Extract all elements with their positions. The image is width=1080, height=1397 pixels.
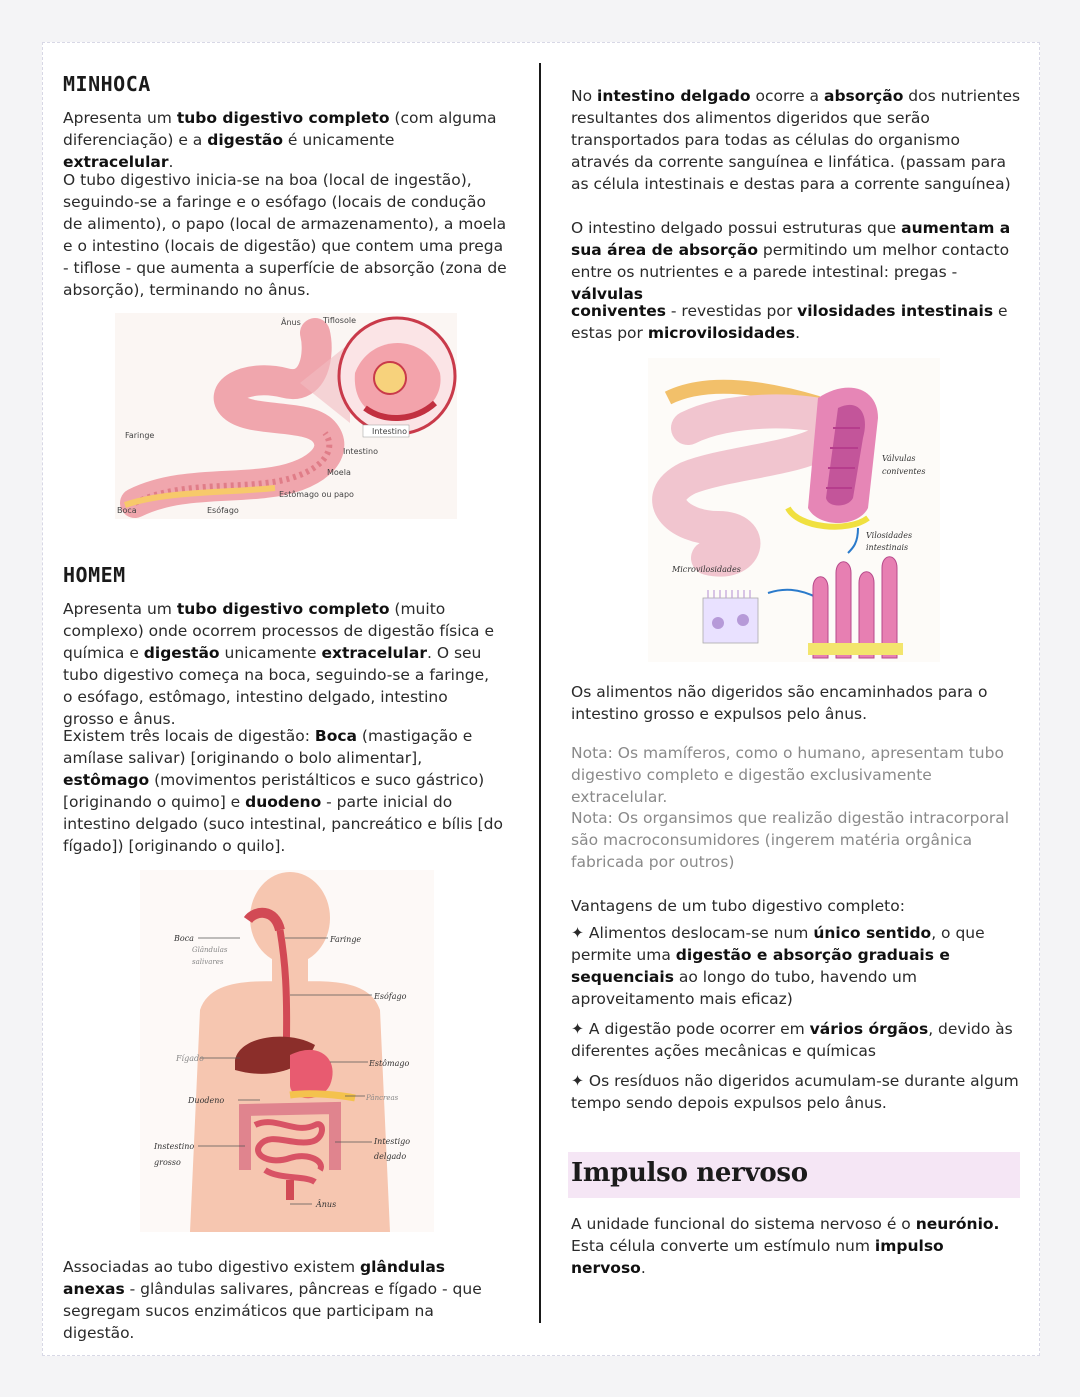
advantage-item-3: ✦ Os resíduos não digeridos acumulam-se durante algum tempo sendo depois expulsos pelo ânus.	[571, 1072, 1019, 1112]
column-divider	[539, 63, 541, 1323]
human-label-glandulas: Glândulas	[192, 946, 228, 954]
impulse-text: A unidade funcional do sistema nervoso é o neurónio. Esta célula converte um estímulo num impulso nervoso.	[571, 1215, 1000, 1277]
earthworm-label-faringe: Faringe	[125, 431, 155, 440]
minhoca-heading: MINHOCA	[63, 72, 151, 96]
minhoca-intro: Apresenta um tubo digestivo completo (com alguma diferenciação) e a digestão é unicamente extracelular.	[63, 109, 497, 171]
note-macroconsumers: Nota: Os organsimos que realizão digestão intracorporal são macroconsumidores (ingerem matéria orgânica fabricada por outros)	[571, 809, 1010, 871]
advantage-item-2: ✦ A digestão pode ocorrer em vários órgãos, devido às diferentes ações mecânicas e químicas	[571, 1020, 1013, 1060]
human-label-estomago: Estômago	[369, 1059, 410, 1068]
human-label-anus: Ânus	[316, 1200, 337, 1209]
earthworm-label-intestino-box: Intestino	[372, 427, 407, 436]
absorption-structures-cont: coniventes - revestidas por vilosidades intestinais e estas por microvilosidades.	[571, 302, 1008, 342]
human-label-intestino-delgado-1: Intestigo	[374, 1137, 411, 1146]
earthworm-label-estomago: Estômago ou papo	[279, 490, 354, 499]
minhoca-description: O tubo digestivo inicia-se na boa (local de ingestão), seguindo-se a faringe e o esófago (locais de condução de alimento), o papo (local de armazenamento), a moela e o intestino (locais de digestão) que contem uma prega - tiflose - que aumenta a superfície de absorção (zona de absorção), terminando no ânus.	[63, 171, 507, 299]
earthworm-label-anus: Ânus	[281, 318, 301, 327]
note-mammals: Nota: Os mamíferos, como o humano, apresentam tubo digestivo completo e digestão exclusivamente extracelular.	[571, 744, 1004, 806]
villi-label-vilosidades-1: Vilosidades	[866, 531, 913, 540]
human-label-faringe: Faringe	[330, 935, 362, 944]
undigested-food-text: Os alimentos não digeridos são encaminhados para o intestino grosso e expulsos pelo ânus.	[571, 683, 988, 723]
human-label-intestino-grosso-2: grosso	[154, 1158, 181, 1167]
human-label-duodeno: Duodeno	[188, 1096, 225, 1105]
human-digestive-figure	[140, 870, 434, 1232]
human-label-figado: Fígado	[176, 1054, 204, 1063]
homem-digestion-sites: Existem três locais de digestão: Boca (mastigação e amílase salivar) [originando o bolo alimentar], estômago (movimentos peristálticos e suco gástrico) [originando o quimo] e duodeno - parte inicial do intestino delgado (suco intestinal, pancreático e bílis [do fígado]) [originando o quilo].	[63, 727, 503, 855]
homem-glandulas-anexas: Associadas ao tubo digestivo existem glândulas anexas - glândulas salivares, pâncreas e fígado - que segregam sucos enzimáticos que participam na digestão.	[63, 1258, 482, 1342]
absorption-structures: O intestino delgado possui estruturas que aumentam a sua área de absorção permitindo um melhor contacto entre os nutrientes e a parede intestinal: pregas - válvulas	[571, 219, 1011, 303]
villi-label-microvilosidades: Microvilosidades	[672, 565, 741, 574]
human-label-pancreas: Pâncreas	[366, 1094, 399, 1102]
intestino-delgado-absorption: No intestino delgado ocorre a absorção dos nutrientes resultantes dos alimentos digeridos que serão transportados para todas as células do organismo através da corrente sanguínea e linfática. (passam para as célula intestinais e destas para a corrente sanguínea)	[571, 87, 1021, 193]
earthworm-label-tiflosole: Tiflosole	[323, 316, 357, 325]
human-label-intestino-delgado-2: delgado	[374, 1152, 407, 1161]
human-label-intestino-grosso-1: Instestino	[154, 1142, 195, 1151]
advantage-item-1: ✦ Alimentos deslocam-se num único sentido, o que permite uma digestão e absorção graduais e sequenciais ao longo do tubo, havendo um aproveitamento mais eficaz)	[571, 924, 985, 1008]
villi-label-valvulas-2: coniventes	[882, 467, 926, 476]
human-label-boca: Boca	[174, 934, 194, 943]
human-digestive-illustration	[140, 870, 434, 1232]
earthworm-figure	[115, 313, 457, 519]
homem-intro: Apresenta um tubo digestivo completo (muito complexo) onde ocorrem processos de digestão física e química e digestão unicamente extracelular. O seu tubo digestivo começa na boca, seguindo-se a faringe, o esófago, estômago, intestino delgado, intestino grosso e ânus.	[63, 600, 495, 728]
villi-label-vilosidades-2: intestinais	[866, 543, 909, 552]
earthworm-label-esofago: Esófago	[207, 506, 239, 515]
earthworm-label-intestino: Intestino	[343, 447, 378, 456]
intestine-villi-figure	[648, 358, 940, 662]
human-label-salivares: salivares	[192, 958, 224, 966]
homem-heading: HOMEM	[63, 563, 126, 587]
advantages-title: Vantagens de um tubo digestivo completo:	[571, 897, 905, 915]
impulse-heading: Impulso nervoso	[571, 1158, 808, 1188]
villi-label-valvulas-1: Válvulas	[882, 454, 916, 463]
earthworm-label-boca: Boca	[117, 506, 137, 515]
earthworm-label-moela: Moela	[327, 468, 351, 477]
human-label-esofago: Esófago	[374, 992, 407, 1001]
intestine-villi-illustration	[648, 358, 940, 662]
earthworm-illustration	[115, 313, 457, 519]
